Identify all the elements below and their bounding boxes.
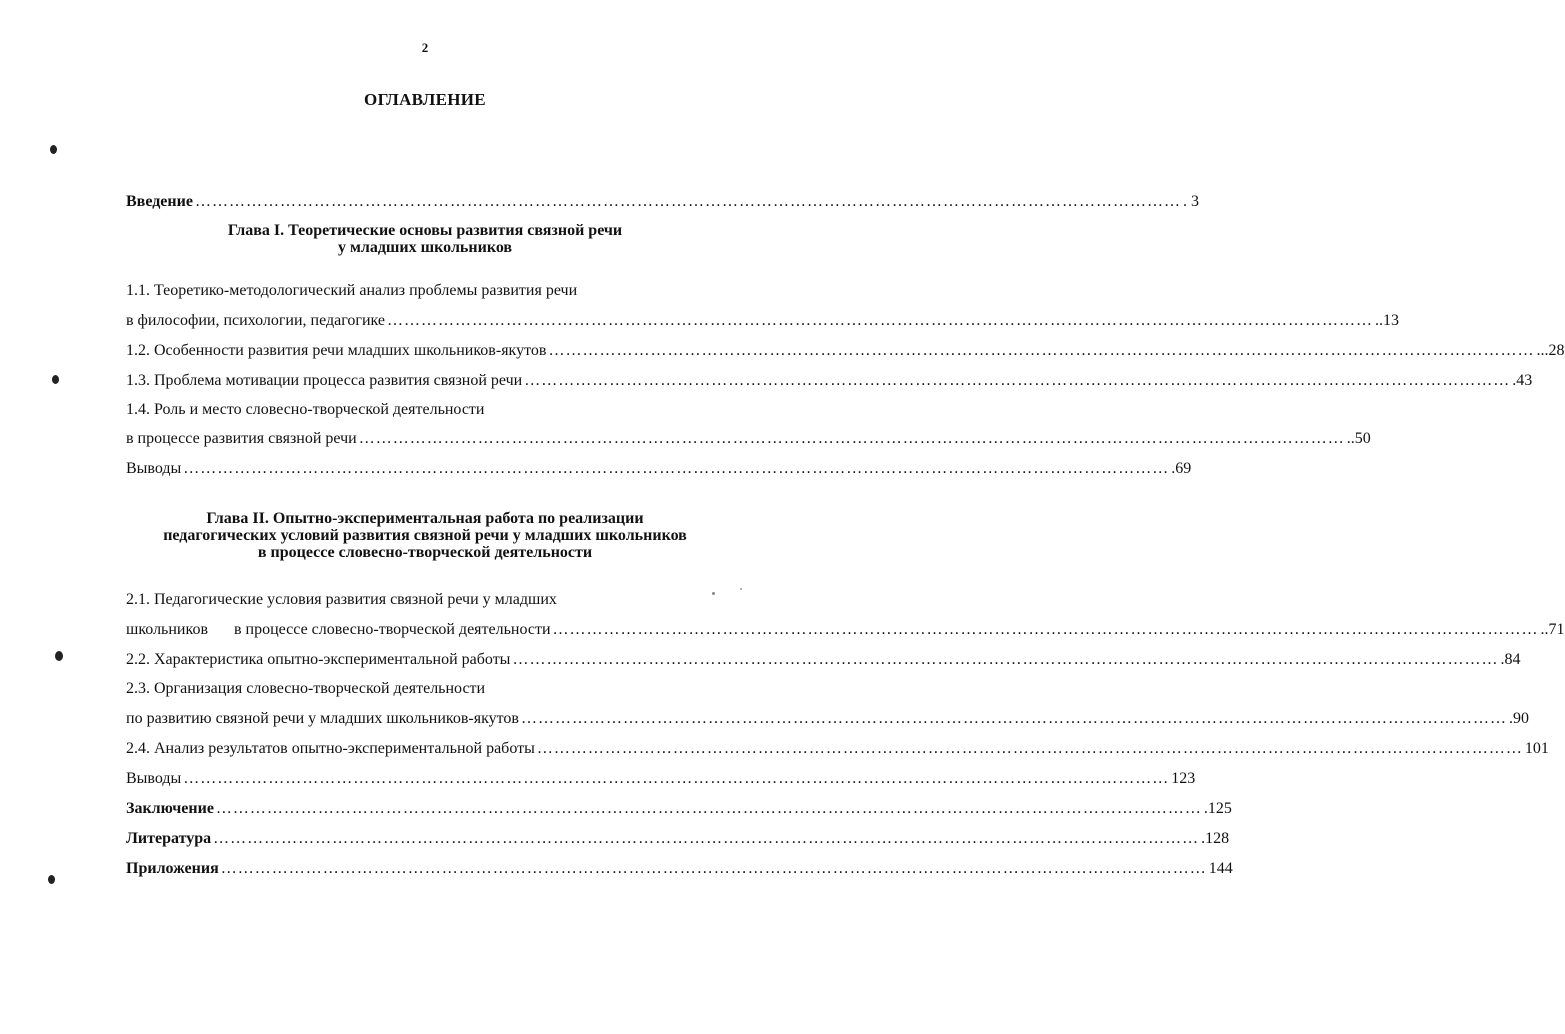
entry-page: ..71 <box>1540 621 1565 638</box>
chapter-2-heading-line-1: Глава II. Опытно-экспериментальная работа по реализации <box>206 510 644 527</box>
dot-leader: ………………………………………………………………………………………………………………………………………………………… <box>387 312 1373 329</box>
entry-label: по развитию связной речи у младших школьников-якутов <box>126 710 519 727</box>
entry-label: 1.2. Особенности развития речи младших школьников-якутов <box>126 342 547 359</box>
toc-entry-1-3[interactable] <box>126 371 1533 391</box>
scan-speck <box>52 375 59 384</box>
entry-label <box>126 620 551 640</box>
toc-entry-2-3-line-1[interactable]: 2.3. Организация словесно-творческой деятельности <box>126 680 486 697</box>
entry-page: . 3 <box>1182 193 1199 210</box>
toc-entry-2-2[interactable] <box>126 650 1521 670</box>
entry-label: Заключение <box>126 800 214 817</box>
entry-label: в философии, психологии, педагогике <box>126 312 385 329</box>
scan-speck <box>712 592 715 595</box>
entry-page: 144 <box>1208 860 1233 877</box>
entry-label: Приложения <box>126 860 219 877</box>
entry-label: Выводы <box>126 460 182 477</box>
dot-leader: ………………………………………………………………………………………………………………………………………………………… <box>213 830 1200 847</box>
toc-entry-literature[interactable] <box>126 829 1230 849</box>
entry-label: 1.3. Проблема мотивации процесса развития связной речи <box>126 372 523 389</box>
dot-leader: ………………………………………………………………………………………………………………………………………………………… <box>194 193 1181 210</box>
entry-page: 123 <box>1171 770 1196 787</box>
dot-leader: ………………………………………………………………………………………………………………………………………………………… <box>183 460 1170 477</box>
entry-label: Введение <box>126 193 193 210</box>
scan-speck <box>48 875 55 884</box>
chapter-1-heading-line-2: у младших школьников <box>337 239 513 256</box>
entry-page: 101 <box>1524 740 1549 757</box>
entry-label: Литература <box>126 830 212 847</box>
entry-page: ..50 <box>1346 430 1371 447</box>
dot-leader: ………………………………………………………………………………………………………………………………………………………… <box>215 800 1202 817</box>
dot-leader: ………………………………………………………………………………………………………………………………………………………… <box>520 710 1507 727</box>
dot-leader: ………………………………………………………………………………………………………………………………………………………… <box>358 430 1345 447</box>
dot-leader: ………………………………………………………………………………………………………………………………………………………… <box>183 770 1170 787</box>
entry-label-part-1: школьников <box>126 621 208 638</box>
entry-page: .84 <box>1500 651 1521 668</box>
toc-entry-1-1[interactable] <box>126 311 1399 331</box>
entry-label: 2.2. Характеристика опытно-экспериментальной работы <box>126 651 511 668</box>
toc-entry-chapter-1-conclusions[interactable] <box>126 459 1192 479</box>
toc-entry-2-3[interactable] <box>126 709 1529 729</box>
toc-entry-1-4-line-1[interactable]: 1.4. Роль и место словесно-творческой деятельности <box>126 401 485 418</box>
toc-entry-chapter-2-conclusions[interactable] <box>126 769 1196 789</box>
dot-leader: ………………………………………………………………………………………………………………………………………………………… <box>220 860 1207 877</box>
page-title: ОГЛАВЛЕНИЕ <box>364 90 486 109</box>
entry-page: .69 <box>1171 460 1192 477</box>
entry-label-part-2: в процессе словесно-творческой деятельности <box>234 621 551 638</box>
chapter-2-heading-line-3: в процессе словесно-творческой деятельности <box>257 544 593 561</box>
toc-entry-2-1[interactable] <box>126 620 1565 640</box>
toc-entry-2-4[interactable] <box>126 739 1549 759</box>
entry-page: ..13 <box>1375 312 1399 329</box>
chapter-1-heading-line-1: Глава I. Теоретические основы развития связной речи <box>227 222 623 239</box>
toc-entry-conclusion[interactable] <box>126 799 1232 819</box>
dot-leader: ………………………………………………………………………………………………………………………………………………………… <box>536 740 1523 757</box>
chapter-2-heading <box>0 510 850 561</box>
entry-label: в процессе развития связной речи <box>126 430 357 447</box>
toc-entry-1-4[interactable] <box>126 429 1371 449</box>
toc-entry-1-2[interactable] <box>126 341 1565 361</box>
dot-leader: ………………………………………………………………………………………………………………………………………………………… <box>512 651 1499 668</box>
toc-entry-appendices[interactable] <box>126 859 1233 879</box>
entry-label: 2.4. Анализ результатов опытно-экспериментальной работы <box>126 740 535 757</box>
scan-speck <box>740 588 742 590</box>
entry-page: .128 <box>1201 830 1230 847</box>
scan-speck <box>55 651 63 661</box>
scan-speck <box>50 145 57 154</box>
chapter-2-heading-line-2: педагогических условий развития связной речи у младших школьников <box>163 527 687 544</box>
entry-page: .125 <box>1203 800 1232 817</box>
toc-entry-1-1-line-1[interactable]: 1.1. Теоретико-методологический анализ проблемы развития речи <box>126 282 578 299</box>
toc-entry-2-1-line-1[interactable]: 2.1. Педагогические условия развития связной речи у младших <box>126 591 557 608</box>
toc-entry-introduction[interactable] <box>126 192 1199 212</box>
chapter-1-heading <box>0 222 850 256</box>
dot-leader: ………………………………………………………………………………………………………………………………………………………… <box>548 342 1535 359</box>
dot-leader: ………………………………………………………………………………………………………………………………………………………… <box>524 372 1511 389</box>
entry-page: .43 <box>1512 372 1533 389</box>
dot-leader: ………………………………………………………………………………………………………………………………………………………… <box>552 621 1539 638</box>
page-number: 2 <box>421 40 429 55</box>
entry-label: Выводы <box>126 770 182 787</box>
entry-page: .90 <box>1508 710 1529 727</box>
entry-page: ...28 <box>1536 342 1565 359</box>
